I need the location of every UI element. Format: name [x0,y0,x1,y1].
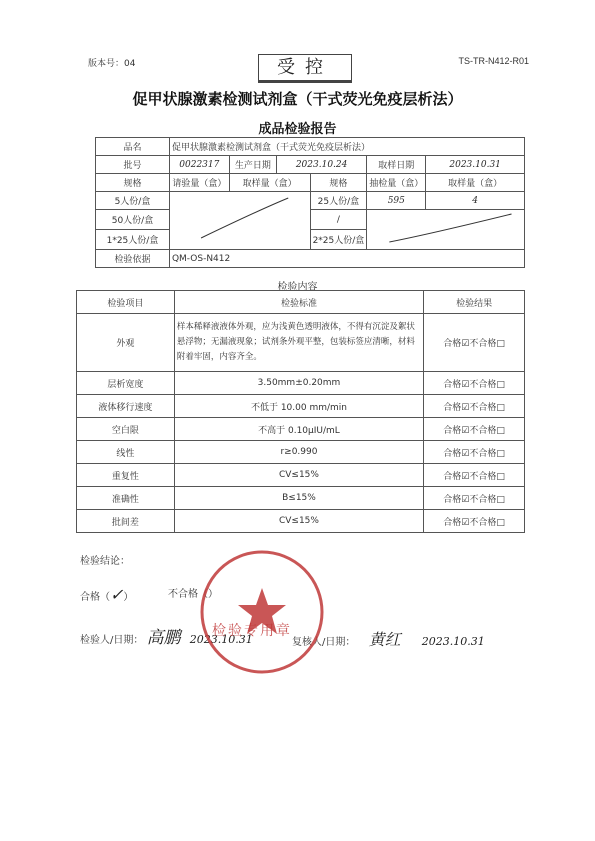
table-row-result: 合格☑不合格□ [424,487,525,510]
pass-label: 合格（ [80,592,110,603]
report-subtitle: 成品检验报告 [258,122,337,137]
table-row-item: 批间差 [77,510,175,533]
sample-qty-label: 取样量（盒） [229,174,310,192]
reviewer-date: 2023.10.31 [421,635,485,648]
table-row-result: 合格☑不合格□ [424,441,525,464]
strike-line-left [172,192,308,246]
struck-cell-left [169,192,310,250]
pack-col-label: 规格 [310,174,367,192]
inspection-table [76,290,525,533]
table-row-standard: B≤15% [174,487,423,510]
table-row-result: 合格☑不合格□ [424,314,525,372]
spec-50-right: / [310,210,367,230]
batch-value: 0022317 [169,156,229,174]
version-label: 版本号：04 [88,59,136,69]
table-row-item: 液体移行速度 [77,395,175,418]
sample-qty2-label: 取样量（盒） [426,174,525,192]
table-row-result: 合格☑不合格□ [424,418,525,441]
controlled-stamp: 受控 [258,54,352,83]
pass-close: ） [123,592,134,603]
spec-label: 规格 [96,174,170,192]
pass-check-mark: ✓ [110,585,124,604]
strike-line-right [369,210,522,246]
table-row-item: 准确性 [77,487,175,510]
struck-cell-right [367,210,525,250]
table-row-standard: 3.50mm±0.20mm [174,372,423,395]
table-row-standard: CV≤15% [174,464,423,487]
inspector-signature: 高鹏 [146,628,181,648]
spec-50: 50人份/盒 [96,210,170,230]
reviewer-signature: 黄红 [368,630,401,649]
report-title: 促甲状腺激素检测试剂盒（干式荧光免疫层析法） [132,90,463,108]
table-row-item: 层析宽度 [77,372,175,395]
qty-25-sample: 4 [426,192,525,210]
col-item-header: 检验项目 [77,291,175,314]
product-name-label: 品名 [96,138,170,156]
basis-value: QM-OS-N412 [169,250,524,268]
batch-label: 批号 [96,156,170,174]
table-row-item: 线性 [77,441,175,464]
conclusion-label: 检验结论： [80,556,130,567]
product-name-value: 促甲状腺激素检测试剂盒（干式荧光免疫层析法） [169,138,524,156]
sample-date-label: 取样日期 [367,156,426,174]
table-row-result: 合格☑不合格□ [424,510,525,533]
table-row-standard: 不高于 0.10μIU/mL [174,418,423,441]
spec-5: 5人份/盒 [96,192,170,210]
inspection-section-title: 检验内容 [277,282,318,293]
table-row-result: 合格☑不合格□ [424,395,525,418]
seal-label: 检验专用章 [212,623,292,639]
spec-2x25: 2*25人份/盒 [310,230,367,250]
table-row-item: 重复性 [77,464,175,487]
qty-25-inspect: 595 [367,192,426,210]
basis-label: 检验依据 [96,250,170,268]
table-row-item: 外观 [77,314,175,372]
fail-label: 不合格（ [168,589,208,600]
document-number: TS-TR-N412-R01 [458,56,529,66]
spec-1x25: 1*25人份/盒 [96,230,170,250]
spec-25: 25人份/盒 [310,192,367,210]
sample-date-value: 2023.10.31 [426,156,525,174]
inspector-label: 检验人/日期： [80,635,144,646]
reviewer-label: 复核人/日期： [292,637,356,648]
prod-date-value: 2023.10.24 [276,156,366,174]
fail-close: ） [208,589,218,600]
table-row-standard: r≥0.990 [174,441,423,464]
table-row-standard: 不低于 10.00 mm/min [174,395,423,418]
prod-date-label: 生产日期 [229,156,276,174]
warehouse-qty-label: 请验量（盒） [169,174,229,192]
inspect-qty-label: 抽检量（盒） [367,174,426,192]
table-row-standard: 样本稀释液液体外观，应为浅黄色透明液体，不得有沉淀及絮状悬浮物；无漏液现象；试剂条外观平整，包装标签应清晰，材料附着牢固，内容齐全。 [174,314,423,372]
table-row-result: 合格☑不合格□ [424,464,525,487]
pass-option [80,585,133,604]
table-row-result: 合格☑不合格□ [424,372,525,395]
company-seal [198,548,326,676]
product-info-table [95,137,525,268]
table-row-standard: CV≤15% [174,510,423,533]
table-row-item: 空白限 [77,418,175,441]
col-standard-header: 检验标准 [174,291,423,314]
inspector-date: 2023.10.31 [189,633,253,646]
col-result-header: 检验结果 [424,291,525,314]
